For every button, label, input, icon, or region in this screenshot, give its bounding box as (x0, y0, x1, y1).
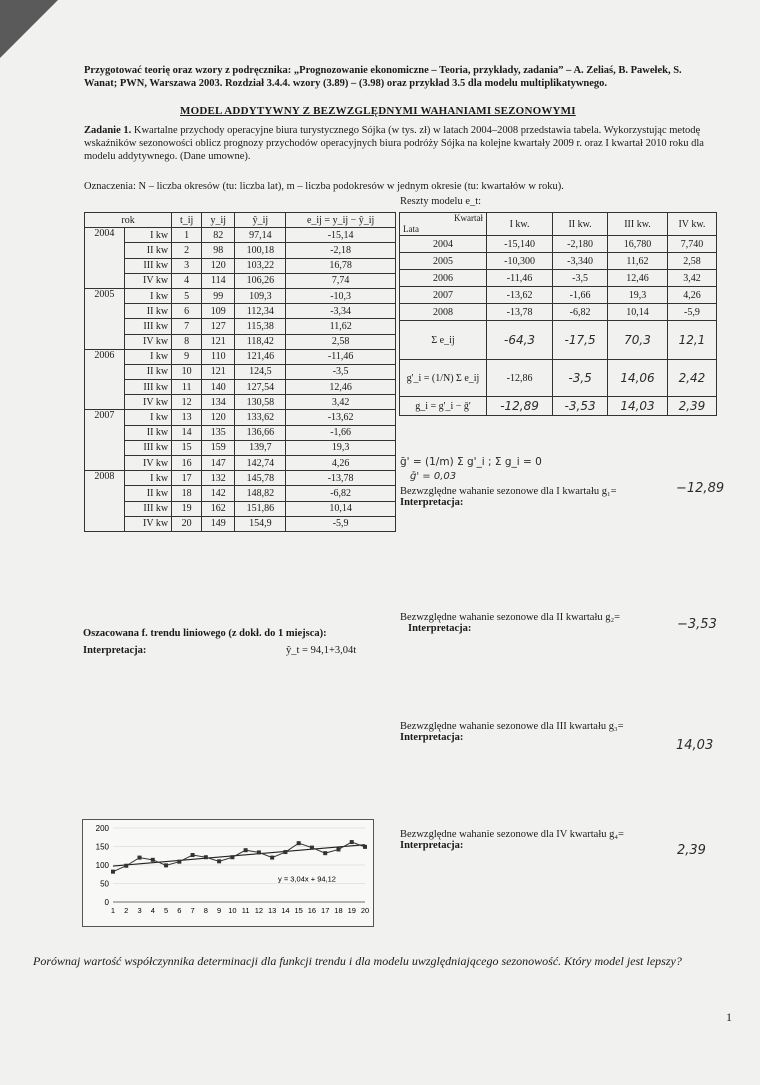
header-q4: IV kw. (667, 213, 716, 236)
residuals-row (400, 304, 717, 321)
cell-e: 3,42 (286, 395, 396, 410)
residual-cell: -6,82 (553, 304, 608, 321)
header-yhat: ŷ_ij (235, 213, 286, 228)
x-tick-label: 3 (137, 906, 142, 915)
year-cell: 2005 (85, 288, 125, 349)
table-row (85, 258, 396, 273)
cell-q: I kw (124, 288, 171, 303)
g-row-cell: -3,53 (553, 397, 608, 416)
cell-y: 134 (202, 395, 235, 410)
cell-y: 121 (202, 334, 235, 349)
header-e: e_ij = y_ij − ŷ_ij (286, 213, 396, 228)
cell-yhat: 124,5 (235, 364, 286, 379)
residual-cell: -13,78 (487, 304, 553, 321)
g-row-cell: -12,89 (487, 397, 553, 416)
x-tick-label: 10 (228, 906, 237, 915)
table-row (85, 425, 396, 440)
header-q3: III kw. (608, 213, 668, 236)
cell-yhat: 121,46 (235, 349, 286, 364)
cell-yhat: 130,58 (235, 395, 286, 410)
table-row (85, 273, 396, 288)
cell-yhat: 151,86 (235, 501, 286, 516)
cell-e: -13,78 (286, 471, 396, 486)
data-point (270, 856, 274, 860)
cell-e: -6,82 (286, 486, 396, 501)
cell-q: III kw (124, 440, 171, 455)
cell-q: IV kw (124, 273, 171, 288)
x-tick-label: 12 (254, 906, 264, 915)
cell-q: I kw (124, 471, 171, 486)
cell-yhat: 118,42 (235, 334, 286, 349)
cell-t: 1 (172, 228, 202, 243)
corner-cell (400, 213, 487, 236)
data-point (363, 845, 367, 849)
residual-cell: 4,26 (667, 287, 716, 304)
header-t: t_ij (172, 213, 202, 228)
y-tick-label: 100 (95, 861, 109, 870)
cell-y: 82 (202, 228, 235, 243)
data-point (138, 856, 142, 860)
y-tick-label: 0 (104, 898, 109, 907)
cell-e: 16,78 (286, 258, 396, 273)
cell-t: 9 (172, 349, 202, 364)
table-row (85, 319, 396, 334)
cell-q: IV kw (124, 334, 171, 349)
data-point (297, 841, 301, 845)
data-table-header (85, 213, 396, 228)
table-row (85, 364, 396, 379)
cell-y: 140 (202, 380, 235, 395)
mean-row-cell: -3,5 (553, 360, 608, 397)
sum-row-cell: -64,3 (487, 321, 553, 360)
cell-y: 114 (202, 273, 235, 288)
cell-y: 109 (202, 304, 235, 319)
cell-y: 142 (202, 486, 235, 501)
cell-t: 5 (172, 288, 202, 303)
residual-cell: -5,9 (667, 304, 716, 321)
cell-y: 99 (202, 288, 235, 303)
year-cell: 2008 (85, 471, 125, 532)
g-row-label: g_i = g'_i − ḡ' (400, 397, 487, 416)
data-point (177, 860, 181, 864)
year-cell: 2006 (85, 349, 125, 410)
data-point (244, 848, 248, 852)
section-q4-value: 2,39 (677, 843, 706, 858)
residual-cell: -2,180 (553, 236, 608, 253)
cell-e: 11,62 (286, 319, 396, 334)
trend-chart-svg (83, 820, 373, 926)
residual-cell: 16,780 (608, 236, 668, 253)
cell-yhat: 154,9 (235, 516, 286, 531)
residual-cell: -1,66 (553, 287, 608, 304)
residuals-row (400, 236, 717, 253)
residuals-row (400, 253, 717, 270)
table-row (85, 304, 396, 319)
cell-e: -5,9 (286, 516, 396, 531)
y-tick-label: 200 (95, 824, 109, 833)
gbar-formula: ḡ' = (1/m) Σ g'_i ; Σ g_i = 0 (400, 456, 542, 468)
section-q4 (400, 829, 624, 851)
residual-cell: -11,46 (487, 270, 553, 287)
cell-e: -15,14 (286, 228, 396, 243)
task-text: Kwartalne przychody operacyjne biura turystycznego Sójka (w tys. zł) w latach 2004–2008 przedstawia tabela. Wykorzystując metodę wskaźników sezonowości oblicz prognozy przychodów operacyjnych biura podróży Sójka na kolejne kwartały 2009 r. oraz I kwartał 2010 roku dla modelu addytywnego. (Dane umowne). (84, 125, 704, 162)
trend-line (113, 845, 365, 866)
cell-yhat: 136,66 (235, 425, 286, 440)
section-q2-interp: Interpretacja: (408, 623, 472, 634)
cell-t: 19 (172, 501, 202, 516)
cell-y: 147 (202, 456, 235, 471)
section-q3-interp: Interpretacja: (400, 732, 464, 743)
section-q2-value: −3,53 (677, 617, 717, 632)
cell-yhat: 103,22 (235, 258, 286, 273)
notation-text: Oznaczenia: N – liczba okresów (tu: liczba lat), m – liczba podokresów w jednym okresie (tu: kwartałów w roku). (84, 181, 564, 192)
cell-e: 10,14 (286, 501, 396, 516)
gbar-value: ḡ' = 0,03 (410, 471, 457, 482)
residuals-year: 2008 (400, 304, 487, 321)
section-q1-value: −12,89 (676, 481, 725, 496)
x-tick-label: 7 (190, 906, 195, 915)
cell-q: I kw (124, 349, 171, 364)
cell-yhat: 112,34 (235, 304, 286, 319)
data-point (323, 851, 327, 855)
section-q3-value: 14,03 (676, 738, 714, 753)
cell-y: 127 (202, 319, 235, 334)
x-tick-label: 4 (150, 906, 155, 915)
trend-interp: Interpretacja: (83, 645, 147, 656)
cell-t: 10 (172, 364, 202, 379)
cell-yhat: 100,18 (235, 243, 286, 258)
x-tick-label: 13 (267, 906, 277, 915)
cell-y: 162 (202, 501, 235, 516)
residual-cell: -3,340 (553, 253, 608, 270)
question-text: Porównaj wartość współczynnika determinacji dla funkcji trendu i dla modelu uwzględniającego sezonowość. Który model jest lepszy? (33, 954, 682, 968)
g-row-cell: 2,39 (667, 397, 716, 416)
section-q1-interp: Interpretacja: (400, 497, 464, 508)
sum-row-label: Σ e_ij (400, 321, 487, 360)
section-q1 (400, 486, 617, 508)
cell-yhat: 139,7 (235, 440, 286, 455)
table-row (85, 516, 396, 531)
y-tick-label: 150 (95, 842, 109, 852)
section-q2 (400, 612, 620, 634)
cell-t: 18 (172, 486, 202, 501)
data-point (124, 864, 128, 868)
table-row (85, 440, 396, 455)
x-tick-label: 18 (334, 906, 343, 915)
header-y: y_ij (202, 213, 235, 228)
trend-chart (82, 819, 374, 927)
cell-q: III kw (124, 258, 171, 273)
section-q1-label: Bezwzględne wahanie sezonowe dla I kwartału g₁= (400, 486, 617, 497)
cell-t: 8 (172, 334, 202, 349)
page-title: MODEL ADDYTYWNY Z BEZWZGLĘDNYMI WAHANIAMI SEZONOWYMI (180, 105, 576, 117)
header-q2: II kw. (553, 213, 608, 236)
cell-t: 12 (172, 395, 202, 410)
data-point (204, 855, 208, 859)
residual-cell: 11,62 (608, 253, 668, 270)
residual-cell: 3,42 (667, 270, 716, 287)
cell-q: II kw (124, 425, 171, 440)
sum-row-cell: -17,5 (553, 321, 608, 360)
cell-t: 17 (172, 471, 202, 486)
mean-row-cell: 14,06 (608, 360, 668, 397)
cell-e: -3,5 (286, 364, 396, 379)
x-tick-label: 1 (110, 906, 116, 915)
residual-cell: -10,300 (487, 253, 553, 270)
cell-e: -10,3 (286, 288, 396, 303)
residual-cell: 19,3 (608, 287, 668, 304)
cell-q: IV kw (124, 456, 171, 471)
residual-cell: 10,14 (608, 304, 668, 321)
x-tick-label: 9 (217, 906, 222, 915)
table-row (85, 243, 396, 258)
cell-t: 2 (172, 243, 202, 258)
data-point (257, 850, 261, 854)
cell-yhat: 115,38 (235, 319, 286, 334)
data-point (164, 863, 168, 867)
g-row-cell: 14,03 (608, 397, 668, 416)
cell-q: III kw (124, 501, 171, 516)
residual-cell: -13,62 (487, 287, 553, 304)
x-tick-label: 2 (124, 906, 129, 915)
cell-y: 149 (202, 516, 235, 531)
residual-cell: -15,140 (487, 236, 553, 253)
table-row (85, 288, 396, 303)
cell-t: 6 (172, 304, 202, 319)
cell-e: -11,46 (286, 349, 396, 364)
x-tick-label: 8 (203, 906, 208, 915)
x-tick-label: 6 (177, 906, 182, 915)
data-point (217, 859, 221, 863)
x-tick-label: 14 (281, 906, 290, 915)
task-paragraph (84, 124, 716, 163)
y-tick-label: 50 (100, 879, 109, 889)
sum-row-cell: 70,3 (608, 321, 668, 360)
cell-q: II kw (124, 304, 171, 319)
corner-bottom: Lata (403, 224, 419, 234)
cell-e: 12,46 (286, 380, 396, 395)
cell-y: 159 (202, 440, 235, 455)
table-row (85, 395, 396, 410)
cell-t: 13 (172, 410, 202, 425)
trend-heading: Oszacowana f. trendu liniowego (z dokł. do 1 miejsca): (83, 628, 327, 639)
data-point (283, 850, 287, 854)
cell-t: 16 (172, 456, 202, 471)
cell-y: 120 (202, 410, 235, 425)
residuals-label: Reszty modelu e_t: (400, 196, 482, 207)
cell-y: 121 (202, 364, 235, 379)
residuals-year: 2006 (400, 270, 487, 287)
cell-yhat: 145,78 (235, 471, 286, 486)
residual-cell: 12,46 (608, 270, 668, 287)
cell-e: -13,62 (286, 410, 396, 425)
residual-cell: 2,58 (667, 253, 716, 270)
table-row (85, 228, 396, 243)
table-row (85, 501, 396, 516)
year-cell: 2004 (85, 228, 125, 289)
intro-paragraph: Przygotować teorię oraz wzory z podręcznika: „Prognozowanie ekonomiczne – Teoria, przykłady, zadania” – A. Zeliaś, B. Pawełek, S. Wanat; PWN, Warszawa 2003. Rozdział 3.4.4. wzory (3.89) – (3.98) oraz przykład 3.5 dla modelu multiplikatywnego. (84, 65, 682, 89)
data-point (310, 846, 314, 850)
cell-q: III kw (124, 319, 171, 334)
cell-yhat: 109,3 (235, 288, 286, 303)
g-row (400, 397, 717, 416)
x-tick-label: 16 (307, 906, 317, 915)
table-row (85, 410, 396, 425)
cell-y: 110 (202, 349, 235, 364)
task-label: Zadanie 1. (84, 125, 132, 136)
cell-y: 135 (202, 425, 235, 440)
mean-row-label: g'_i = (1/N) Σ e_ij (400, 360, 487, 397)
cell-yhat: 148,82 (235, 486, 286, 501)
cell-e: -2,18 (286, 243, 396, 258)
data-table (84, 212, 396, 532)
residuals-year: 2004 (400, 236, 487, 253)
x-tick-label: 19 (347, 906, 356, 915)
data-point (350, 840, 354, 844)
cell-y: 132 (202, 471, 235, 486)
cell-t: 11 (172, 380, 202, 395)
page-number: 1 (726, 1010, 732, 1024)
table-row (85, 380, 396, 395)
table-row (85, 471, 396, 486)
x-tick-label: 17 (321, 906, 330, 915)
cell-e: 4,26 (286, 456, 396, 471)
section-q4-interp: Interpretacja: (400, 840, 464, 851)
data-point (191, 853, 195, 857)
data-point (230, 855, 234, 859)
cell-q: IV kw (124, 395, 171, 410)
section-q2-label: Bezwzględne wahanie sezonowe dla II kwartału g₂= (400, 612, 621, 623)
cell-t: 15 (172, 440, 202, 455)
cell-q: II kw (124, 486, 171, 501)
residuals-table (399, 212, 717, 416)
sum-row (400, 321, 717, 360)
residuals-row (400, 287, 717, 304)
table-row (85, 349, 396, 364)
section-q4-label: Bezwzględne wahanie sezonowe dla IV kwartału g₄= (400, 829, 624, 840)
x-tick-label: 20 (360, 906, 370, 915)
residuals-row (400, 270, 717, 287)
cell-t: 20 (172, 516, 202, 531)
cell-e: -3,34 (286, 304, 396, 319)
cell-e: 7,74 (286, 273, 396, 288)
residual-cell: -3,5 (553, 270, 608, 287)
trend-equation: y = 3,04x + 94,12 (278, 874, 336, 884)
cell-e: -1,66 (286, 425, 396, 440)
cell-t: 4 (172, 273, 202, 288)
data-point (111, 870, 115, 874)
data-point (336, 847, 340, 851)
mean-row-cell: -12,86 (487, 360, 553, 397)
cell-yhat: 97,14 (235, 228, 286, 243)
sum-row-cell: 12,1 (667, 321, 716, 360)
page-corner-shadow (0, 0, 58, 58)
cell-yhat: 142,74 (235, 456, 286, 471)
cell-q: I kw (124, 228, 171, 243)
section-q3-label: Bezwzględne wahanie sezonowe dla III kwartału g₃= (400, 721, 624, 732)
cell-q: I kw (124, 410, 171, 425)
corner-top: Kwartał (454, 213, 483, 223)
cell-e: 19,3 (286, 440, 396, 455)
cell-yhat: 133,62 (235, 410, 286, 425)
residuals-table-header (400, 213, 717, 236)
cell-y: 120 (202, 258, 235, 273)
cell-q: IV kw (124, 516, 171, 531)
cell-e: 2,58 (286, 334, 396, 349)
x-tick-label: 11 (241, 906, 250, 915)
year-cell: 2007 (85, 410, 125, 471)
data-point (151, 858, 155, 862)
cell-t: 7 (172, 319, 202, 334)
header-year: rok (85, 213, 172, 228)
table-row (85, 456, 396, 471)
cell-q: II kw (124, 364, 171, 379)
header-q1: I kw. (487, 213, 553, 236)
mean-row (400, 360, 717, 397)
x-tick-label: 5 (163, 906, 169, 915)
mean-row-cell: 2,42 (667, 360, 716, 397)
residual-cell: 7,740 (667, 236, 716, 253)
cell-yhat: 127,54 (235, 380, 286, 395)
residuals-year: 2007 (400, 287, 487, 304)
table-row (85, 486, 396, 501)
section-q3 (400, 721, 624, 743)
trend-formula: ŷ_t = 94,1+3,04t (286, 645, 357, 656)
cell-yhat: 106,26 (235, 273, 286, 288)
x-tick-label: 15 (294, 906, 303, 915)
cell-t: 14 (172, 425, 202, 440)
cell-t: 3 (172, 258, 202, 273)
cell-q: II kw (124, 243, 171, 258)
cell-q: III kw (124, 380, 171, 395)
cell-y: 98 (202, 243, 235, 258)
table-row (85, 334, 396, 349)
residuals-year: 2005 (400, 253, 487, 270)
